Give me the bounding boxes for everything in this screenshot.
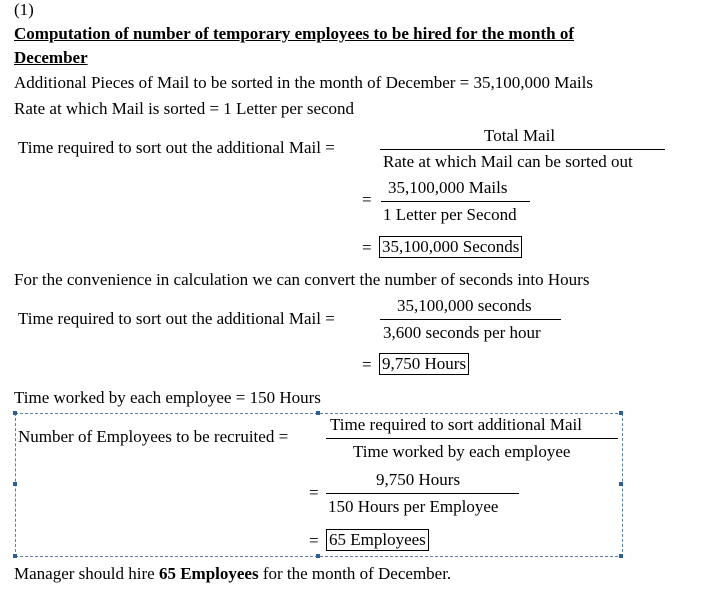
calc3-lhs: Number of Employees to be recruited = <box>18 427 289 446</box>
title-line-1: Computation of number of temporary employees to be hired for the month of <box>14 24 575 43</box>
conclusion-line <box>14 564 451 584</box>
calc3-equals-3: = <box>309 531 319 550</box>
section-number: (1) <box>14 0 34 19</box>
resize-handle-top-middle[interactable] <box>316 411 320 415</box>
calc1-numerator: Total Mail <box>484 126 556 145</box>
calc1-fraction-bar <box>380 149 665 150</box>
resize-handle-middle-left[interactable] <box>13 482 17 486</box>
resize-handle-bottom-middle[interactable] <box>316 554 320 558</box>
additional-mail-line: Additional Pieces of Mail to be sorted in the month of December = 35,100,000 Mails <box>14 73 593 92</box>
calc1-fraction-bar-2 <box>381 201 530 202</box>
resize-handle-top-right[interactable] <box>619 411 623 415</box>
calc2-fraction-bar <box>380 319 561 320</box>
conversion-note: For the convenience in calculation we can convert the number of seconds into Hours <box>14 270 590 289</box>
calc3-denominator: Time worked by each employee <box>353 442 571 461</box>
sort-rate-line: Rate at which Mail is sorted = 1 Letter per second <box>14 99 355 118</box>
calc2-equals-2: = <box>362 355 372 374</box>
calc1-equals-2: = <box>362 190 372 209</box>
resize-handle-top-left[interactable] <box>13 411 17 415</box>
calc1-result-box: 35,100,000 Seconds <box>379 236 522 258</box>
calc2-denominator: 3,600 seconds per hour <box>383 323 541 342</box>
resize-handle-bottom-left[interactable] <box>13 554 17 558</box>
calc1-denominator: Rate at which Mail can be sorted out <box>383 152 633 171</box>
calc3-fraction-bar-2 <box>326 493 519 494</box>
resize-handle-middle-right[interactable] <box>619 482 623 486</box>
calc3-numerator: Time required to sort additional Mail <box>330 415 582 434</box>
calc3-denominator-2: 150 Hours per Employee <box>328 497 499 516</box>
calc3-numerator-2: 9,750 Hours <box>376 470 461 489</box>
calc2-result-box: 9,750 Hours <box>379 353 469 375</box>
resize-handle-bottom-right[interactable] <box>619 554 623 558</box>
calc1-numerator-2: 35,100,000 Mails <box>388 178 508 197</box>
conclusion-prefix: Manager should hire <box>14 564 159 583</box>
calc3-equals-2: = <box>309 483 319 502</box>
calc2-numerator: 35,100,000 seconds <box>397 296 532 315</box>
conclusion-suffix: for the month of December. <box>258 564 452 583</box>
calc1-lhs: Time required to sort out the additional Mail = <box>18 138 335 157</box>
calc3-fraction-bar <box>326 438 618 439</box>
calc1-denominator-2: 1 Letter per Second <box>383 205 517 224</box>
conclusion-employee-count: 65 Employees <box>158 564 259 583</box>
hours-per-employee-line: Time worked by each employee = 150 Hours <box>14 388 321 407</box>
calc3-result-box: 65 Employees <box>326 529 429 551</box>
calc1-equals-3: = <box>362 238 372 257</box>
calc2-lhs: Time required to sort out the additional Mail = <box>18 309 335 328</box>
title-line-2: December <box>14 48 88 67</box>
